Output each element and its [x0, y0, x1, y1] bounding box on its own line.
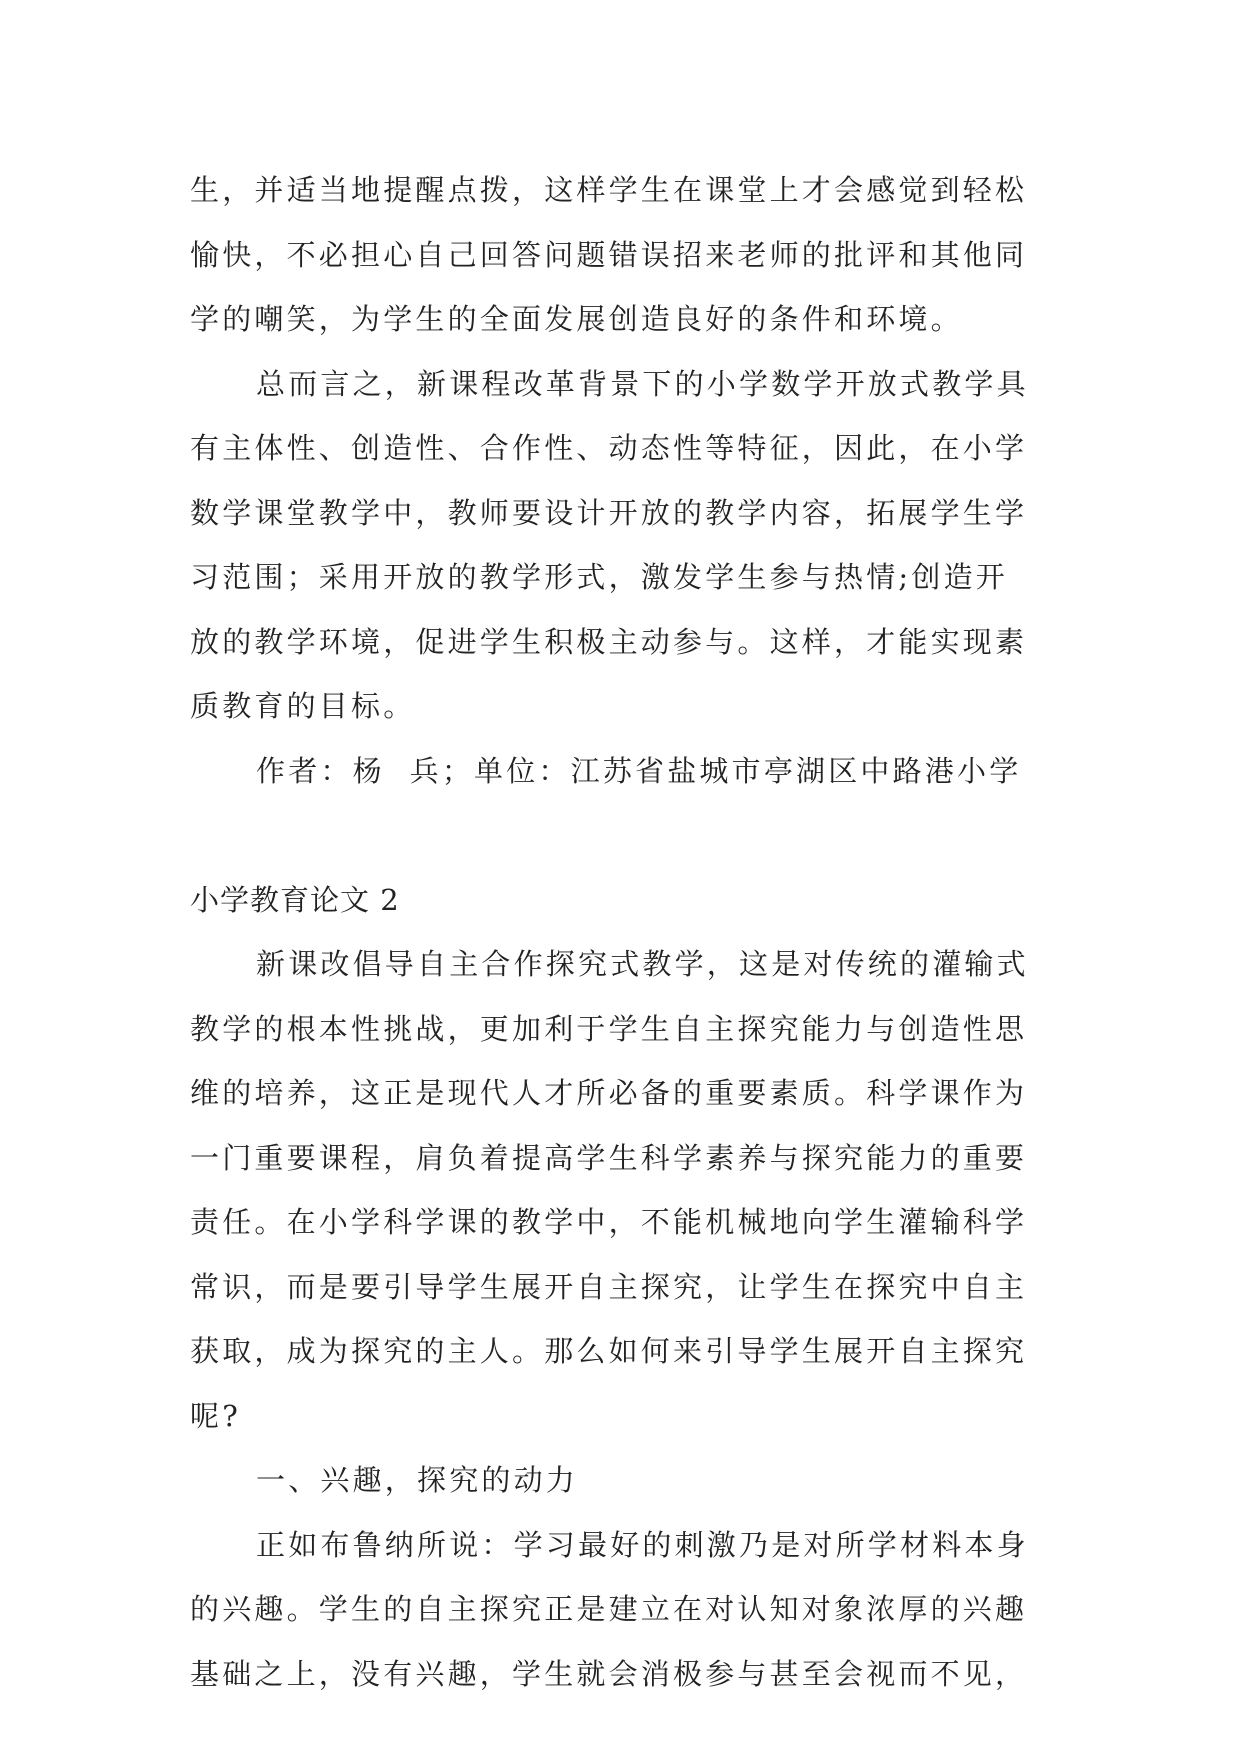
text-line: 数学课堂教学中，教师要设计开放的教学内容，拓展学生学 — [190, 495, 1028, 530]
text-line: 维的培养，这正是现代人才所必备的重要素质。科学课作为 — [190, 1076, 1028, 1110]
text-line: 一门重要课程，肩负着提高学生科学素养与探究能力的重要 — [190, 1140, 1028, 1175]
text-line: 总而言之，新课程改革背景下的小学数学开放式教学具 — [256, 366, 1029, 401]
text-line: 基础之上，没有兴趣，学生就会消极参与甚至会视而不见， — [190, 1656, 1028, 1691]
text-line: 获取，成为探究的主人。那么如何来引导学生展开自主探究 — [190, 1334, 1028, 1368]
paragraph-continuation — [190, 158, 1052, 352]
text-line: 生，并适当地提醒点拨，这样学生在课堂上才会感觉到轻松 — [190, 173, 1028, 207]
text-line: 教学的根本性挑战，更加利于学生自主探究能力与创造性思 — [190, 1011, 1028, 1046]
spacer — [190, 803, 1052, 868]
text-line: 正如布鲁纳所说：学习最好的刺激乃是对所学材料本身 — [256, 1527, 1029, 1562]
text-line: 新课改倡导自主合作探究式教学，这是对传统的灌输式 — [256, 947, 1029, 981]
text-line: 呢? — [190, 1398, 241, 1433]
text-line: 常识，而是要引导学生展开自主探究，让学生在探究中自主 — [190, 1269, 1028, 1304]
text-line: 学的嘲笑，为学生的全面发展创造良好的条件和环境。 — [190, 302, 963, 336]
text-line: 愉快，不必担心自己回答问题错误招来老师的批评和其他同 — [190, 237, 1028, 272]
text-line: 放的教学环境，促进学生积极主动参与。这样，才能实现素 — [190, 624, 1028, 659]
paper-title: 小学教育论文 2 — [190, 882, 400, 917]
paragraph-summary — [190, 352, 1052, 739]
text-line: 的兴趣。学生的自主探究正是建立在对认知对象浓厚的兴趣 — [190, 1592, 1028, 1626]
text-line: 责任。在小学科学课的教学中，不能机械地向学生灌输科学 — [190, 1205, 1028, 1239]
document-page — [190, 158, 1052, 1706]
section-heading: 一、兴趣，探究的动力 — [256, 1463, 579, 1497]
text-line: 有主体性、创造性、合作性、动态性等特征，因此，在小学 — [190, 431, 1028, 465]
text-line: 质教育的目标。 — [190, 689, 416, 723]
paragraph-intro — [190, 932, 1052, 1448]
author-affiliation: 作者：杨 兵；单位：江苏省盐城市亭湖区中路港小学 — [256, 753, 1022, 788]
text-line: 习范围；采用开放的教学形式，激发学生参与热情;创造开 — [190, 560, 1008, 594]
paragraph-section-body — [190, 1513, 1052, 1707]
